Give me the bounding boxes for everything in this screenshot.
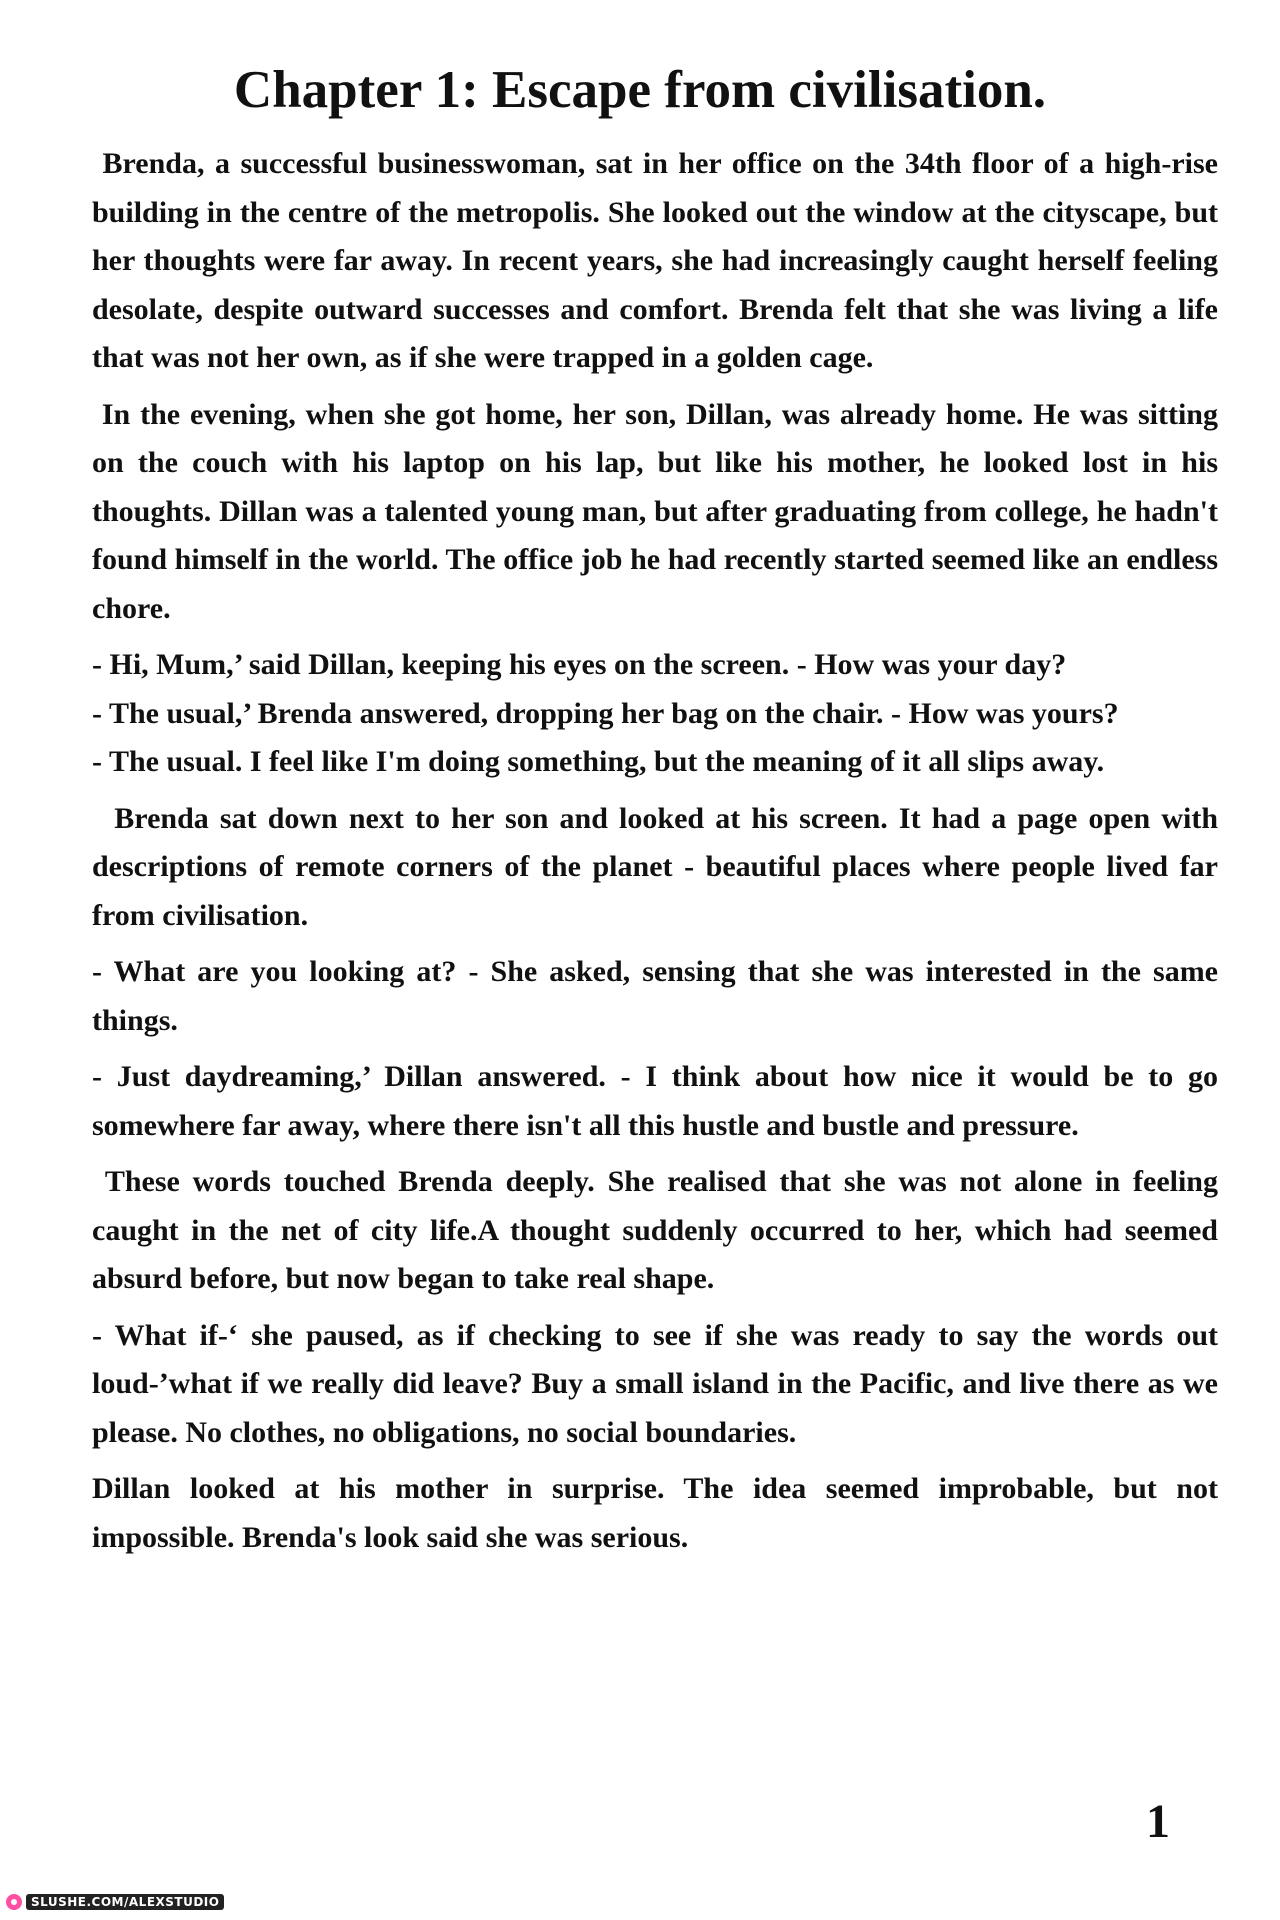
- dialogue-line: - The usual. I feel like I'm doing something, but the meaning of it all slips away.: [92, 745, 1105, 778]
- paragraph: These words touched Brenda deeply. She realised that she was not alone in feeling caught in the net of city life.A thought suddenly occurred to her, which had seemed absurd before, but now began to take real shape.: [92, 1165, 1218, 1295]
- dialogue-line: - The usual,’ Brenda answered, dropping her bag on the chair. - How was yours?: [92, 696, 1119, 730]
- chapter-body: [92, 140, 1218, 1570]
- watermark-text: SLUSHE.COM/ALEXSTUDIO: [26, 1894, 224, 1910]
- dialogue-line: - Just daydreaming,’ Dillan answered. - I think about how nice it would be to go somewhere far away, where there isn't all this hustle and bustle and pressure.: [92, 1060, 1218, 1142]
- chapter-title: Chapter 1: Escape from civilisation.: [233, 61, 1047, 119]
- slushe-logo-icon: [6, 1894, 22, 1910]
- paragraph: Brenda sat down next to her son and looked at his screen. It had a page open with descriptions of remote corners of the planet - beautiful places where people lived far from civilisation.: [92, 801, 1218, 932]
- page-number: 1: [1146, 1795, 1170, 1848]
- dialogue-line: - What if-‘ she paused, as if checking to see if she was ready to say the words out loud-’what if we really did leave? Buy a small island in the Pacific, and live there as we please. No clothes, no obligations, no social boundaries.: [92, 1318, 1218, 1449]
- paragraph: Dillan looked at his mother in surprise. The idea seemed improbable, but not impossible. Brenda's look said she was serious.: [92, 1472, 1218, 1554]
- paragraph: In the evening, when she got home, her son, Dillan, was already home. He was sitting on the couch with his laptop on his lap, but like his mother, he looked lost in his thoughts. Dillan was a talented young man, but after graduating from college, he hadn't found himself in the world. The office job he had recently started seemed like an endless chore.: [92, 397, 1218, 625]
- dialogue-line: - Hi, Mum,’ said Dillan, keeping his eyes on the screen. - How was your day?: [92, 648, 1067, 681]
- dialogue-line: - What are you looking at? - She asked, sensing that she was interested in the same things.: [92, 955, 1218, 1037]
- paragraph: Brenda, a successful businesswoman, sat in her office on the 34th floor of a high-rise building in the centre of the metropolis. She looked out the window at the cityscape, but her thoughts were far away. In recent years, she had increasingly caught herself feeling desolate, despite outward successes and comfort. Brenda felt that she was living a life that was not her own, as if she were trapped in a golden cage.: [92, 147, 1218, 374]
- watermark[interactable]: [6, 1893, 224, 1911]
